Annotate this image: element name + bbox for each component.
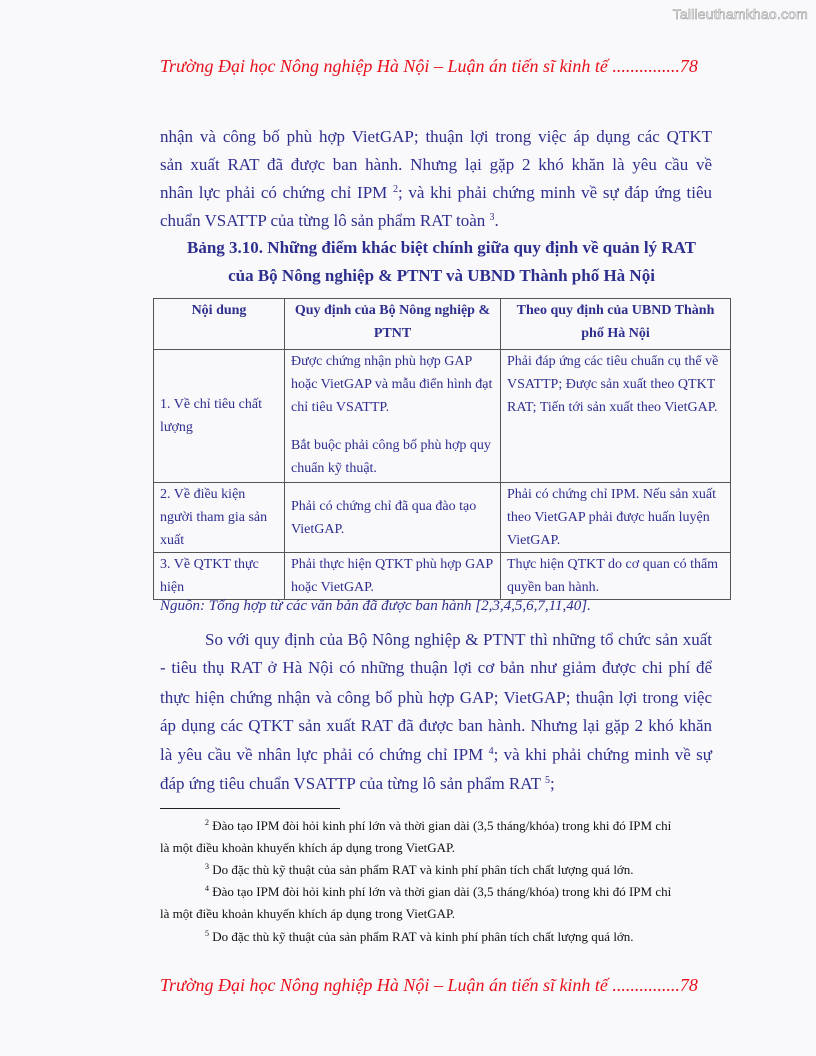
footnote: $^4$ Đào tạo IPM đòi hỏi kinh phí lớn và thời gian dài (3,5 tháng/khóa) trong khi đó IPM chỉ [205,884,672,899]
comparison-table [153,298,731,600]
table-row [154,553,731,600]
cell: Phải thực hiện QTKT phù hợp GAP hoặc VietGAP. [285,553,501,600]
cell: Được chứng nhận phù hợp GAP hoặc VietGAP và mẫu điển hình đạt chỉ tiêu VSATTP. Bắt buộc phải công bố phù hợp quy chuẩn kỹ thuật. [285,350,501,483]
page-header: Trường Đại học Nông nghiệp Hà Nội – Luận án tiến sĩ kinh tế ...............78 [160,56,698,76]
footnote: là một điều khoản khuyến khích áp dụng trong VietGAP. [160,840,456,855]
table-header-row [154,299,731,350]
paragraph-line: chuẩn VSATTP của từng lô sản phẩm RAT toàn $^3$. [160,211,499,230]
cell: 3. Về QTKT thực hiện [154,553,285,600]
footnote: $^5$ Do đặc thù kỹ thuật của sản phẩm RAT và kinh phí phân tích chất lượng quá lớn. [205,929,634,944]
paragraph-line: So với quy định của Bộ Nông nghiệp & PTNT thì những tổ chức sản xuất [205,630,712,649]
header-cell: Quy định của Bộ Nông nghiệp & PTNT [285,299,501,350]
page-footer: Trường Đại học Nông nghiệp Hà Nội – Luận án tiến sĩ kinh tế ...............78 [160,975,698,995]
paragraph-line: áp dụng các QTKT sản xuất RAT đã được ban hành. Nhưng lại gặp 2 khó khăn [160,716,712,735]
table-row [154,350,731,483]
paragraph-line: thực hiện chứng nhận và công bố phù hợp GAP; VietGAP; thuận lợi trong việc [160,688,712,707]
header-cell: Nội dung [154,299,285,350]
footnote: là một điều khoản khuyến khích áp dụng trong VietGAP. [160,906,456,921]
paragraph-line: đáp ứng tiêu chuẩn VSATTP của từng lô sản phẩm RAT $^5$; [160,774,555,793]
watermark: Tailieuthamkhao.com [672,6,808,22]
footnote: $^2$ Đào tạo IPM đòi hỏi kinh phí lớn và thời gian dài (3,5 tháng/khóa) trong khi đó IPM chỉ [205,818,672,833]
paragraph-line: - tiêu thụ RAT ở Hà Nội có những thuận lợi cơ bản như giảm được chi phí để [160,658,712,677]
table-caption: của Bộ Nông nghiệp & PTNT và UBND Thành phố Hà Nội [228,266,655,285]
cell: Phải có chứng chỉ IPM. Nếu sản xuất theo VietGAP phải được huấn luyện VietGAP. [501,483,731,553]
table-source: Nguồn: Tổng hợp từ các văn bản đã được ban hành [2,3,4,5,6,7,11,40]. [160,598,591,614]
footnote-divider [160,808,340,809]
cell: Phải đáp ứng các tiêu chuẩn cụ thể về VSATTP; Được sản xuất theo QTKT RAT; Tiến tới sản xuất theo VietGAP. [501,350,731,483]
paragraph-line: là yêu cầu về nhân lực phải có chứng chỉ IPM $^4$; và khi phải chứng minh về sự [160,745,712,764]
cell: Phải có chứng chỉ đã qua đào tạo VietGAP. [285,483,501,553]
table-caption: Bảng 3.10. Những điểm khác biệt chính giữa quy định về quản lý RAT [187,238,696,257]
paragraph-line: nhận và công bố phù hợp VietGAP; thuận lợi trong việc áp dụng các QTKT [160,127,712,146]
header-cell: Theo quy định của UBND Thành phố Hà Nội [501,299,731,350]
paragraph-line: nhân lực phải có chứng chỉ IPM $^2$; và khi phải chứng minh về sự đáp ứng tiêu [160,183,712,202]
cell: 1. Về chỉ tiêu chất lượng [154,350,285,483]
footnote: $^3$ Do đặc thù kỹ thuật của sản phẩm RAT và kinh phí phân tích chất lượng quá lớn. [205,862,634,877]
paragraph-line: sản xuất RAT đã được ban hành. Nhưng lại gặp 2 khó khăn là yêu cầu về [160,155,712,174]
cell: 2. Về điều kiện người tham gia sản xuất [154,483,285,553]
table-row [154,483,731,553]
cell: Thực hiện QTKT do cơ quan có thẩm quyền ban hành. [501,553,731,600]
